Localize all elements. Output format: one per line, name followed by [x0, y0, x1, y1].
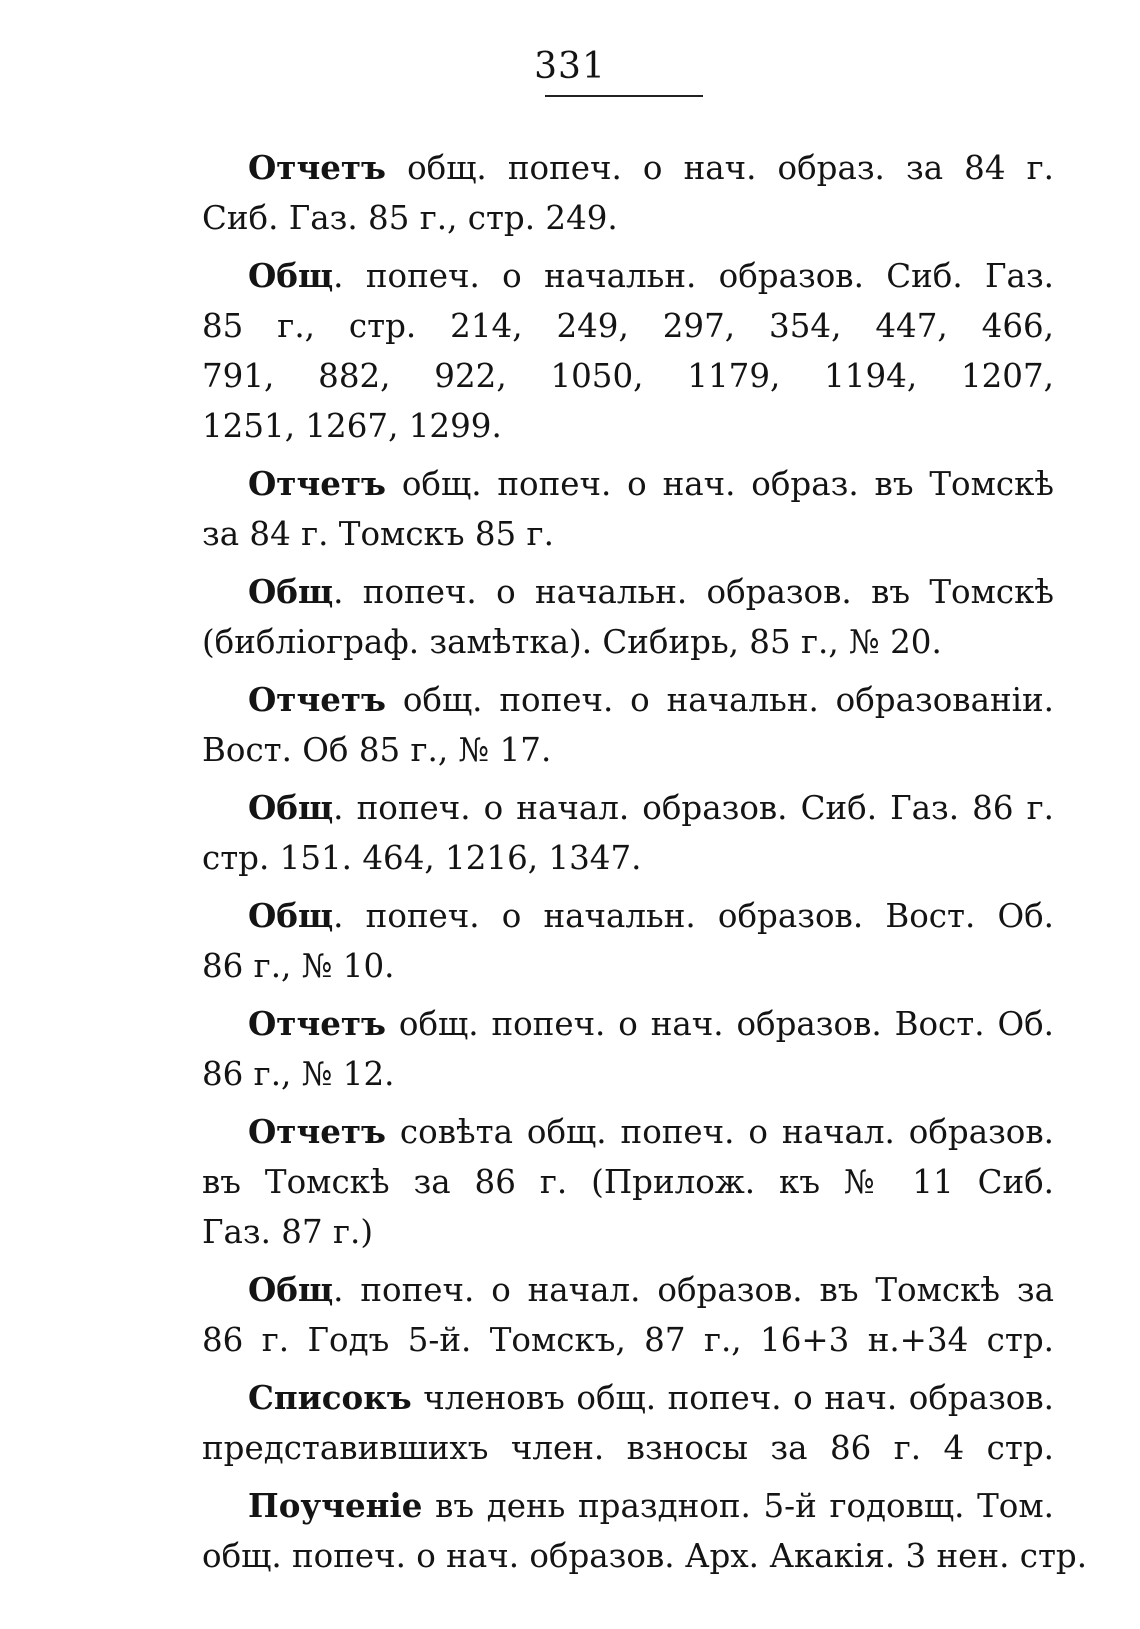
entry-line — [202, 351, 1054, 401]
entry-line — [202, 1207, 1054, 1257]
entry-text: общ. попеч. о нач. образ. за 84 г. — [385, 149, 1054, 187]
entry-lead-word: Общ — [248, 896, 334, 935]
entry-text: въ день праздноп. 5-й годовщ. Том. — [422, 1487, 1054, 1525]
entry-text: Газ. 87 г.) — [202, 1213, 374, 1251]
entry-line — [202, 567, 1054, 617]
entry-line — [202, 833, 1054, 883]
bibliography-entry — [202, 251, 1054, 451]
entry-text: совѣта общ. попеч. о начал. образов. — [385, 1113, 1054, 1151]
bibliography-entry — [202, 567, 1054, 667]
bibliography-entry — [202, 1265, 1054, 1365]
bibliography-entries — [202, 143, 1088, 1589]
entry-text: . попеч. о начал. образов. въ Томскѣ за — [333, 1271, 1054, 1309]
entry-text: общ. попеч. о нач. образов. Арх. Акакія. 3 нен. стр. — [202, 1537, 1088, 1575]
page-number: 331 — [534, 46, 606, 87]
entry-text: 86 г. Годъ 5-й. Томскъ, 87 г., 16+3 н.+34 стр. — [202, 1321, 1054, 1359]
entry-text: . попеч. о начальн. образов. Вост. Об. — [333, 897, 1054, 935]
entry-line — [202, 1049, 1054, 1099]
entry-text: 86 г., № 10. — [202, 947, 395, 985]
entry-lead-word: Отчетъ — [248, 148, 386, 187]
entry-line — [202, 1265, 1054, 1315]
entry-line — [202, 941, 1054, 991]
bibliography-entry — [202, 459, 1054, 559]
entry-line — [202, 891, 1054, 941]
entry-lead-word: Поученіе — [248, 1486, 423, 1525]
entry-text: . попеч. о начальн. образов. Сиб. Газ. — [333, 257, 1054, 295]
entry-text: общ. попеч. о нач. образ. въ Томскѣ — [385, 465, 1054, 503]
entry-line — [202, 617, 1054, 667]
entry-lead-word: Общ — [248, 788, 334, 827]
entry-lead-word: Отчетъ — [248, 464, 386, 503]
entry-text: . попеч. о начальн. образов. въ Томскѣ — [333, 573, 1054, 611]
entry-line — [202, 725, 1054, 775]
entry-line — [202, 1373, 1054, 1423]
entry-line — [202, 401, 1054, 451]
entry-line — [202, 193, 1054, 243]
entry-line — [202, 301, 1054, 351]
entry-text: 1251, 1267, 1299. — [202, 407, 502, 445]
entry-text: членовъ общ. попеч. о нач. образов. — [411, 1379, 1054, 1417]
bibliography-entry — [202, 891, 1054, 991]
entry-line — [202, 251, 1054, 301]
entry-line — [202, 1423, 1054, 1473]
entry-line — [202, 143, 1054, 193]
entry-text: представившихъ член. взносы за 86 г. 4 стр. — [202, 1429, 1054, 1467]
entry-line — [202, 1531, 1088, 1581]
entry-line — [202, 459, 1054, 509]
entry-text: общ. попеч. о начальн. образованіи. — [385, 681, 1054, 719]
entry-text: за 84 г. Томскъ 85 г. — [202, 515, 554, 553]
entry-line — [202, 1107, 1054, 1157]
entry-lead-word: Общ — [248, 572, 334, 611]
entry-line — [202, 999, 1054, 1049]
bibliography-entry — [202, 999, 1054, 1099]
entry-lead-word: Общ — [248, 1270, 334, 1309]
entry-lead-word: Отчетъ — [248, 1004, 386, 1043]
bibliography-entry — [202, 1107, 1054, 1257]
entry-text: 85 г., стр. 214, 249, 297, 354, 447, 466, — [202, 307, 1054, 345]
bibliography-entry — [202, 1481, 1088, 1581]
entry-text: общ. попеч. о нач. образов. Вост. Об. — [385, 1005, 1054, 1043]
entry-lead-word: Отчетъ — [248, 1112, 386, 1151]
entry-text: 86 г., № 12. — [202, 1055, 395, 1093]
entry-line — [202, 1157, 1054, 1207]
page-number-rule — [545, 95, 703, 97]
entry-text: въ Томскѣ за 86 г. (Прилож. къ № 11 Сиб. — [202, 1163, 1054, 1201]
entry-line — [202, 509, 1054, 559]
entry-text: (библіограф. замѣтка). Сибирь, 85 г., № 20. — [202, 623, 942, 661]
entry-lead-word: Списокъ — [248, 1378, 412, 1417]
entry-line — [202, 675, 1054, 725]
entry-line — [202, 783, 1054, 833]
entry-text: Сиб. Газ. 85 г., стр. 249. — [202, 199, 618, 237]
entry-line — [202, 1315, 1054, 1365]
bibliography-entry — [202, 783, 1054, 883]
entry-text: стр. 151. 464, 1216, 1347. — [202, 839, 642, 877]
entry-line — [202, 1481, 1054, 1531]
entry-lead-word: Отчетъ — [248, 680, 386, 719]
bibliography-entry — [202, 675, 1054, 775]
entry-text: . попеч. о начал. образов. Сиб. Газ. 86 г. — [333, 789, 1054, 827]
bibliography-entry — [202, 143, 1054, 243]
entry-lead-word: Общ — [248, 256, 334, 295]
bibliography-entry — [202, 1373, 1054, 1473]
entry-text: 791, 882, 922, 1050, 1179, 1194, 1207, — [202, 357, 1054, 395]
entry-text: Вост. Об 85 г., № 17. — [202, 731, 552, 769]
